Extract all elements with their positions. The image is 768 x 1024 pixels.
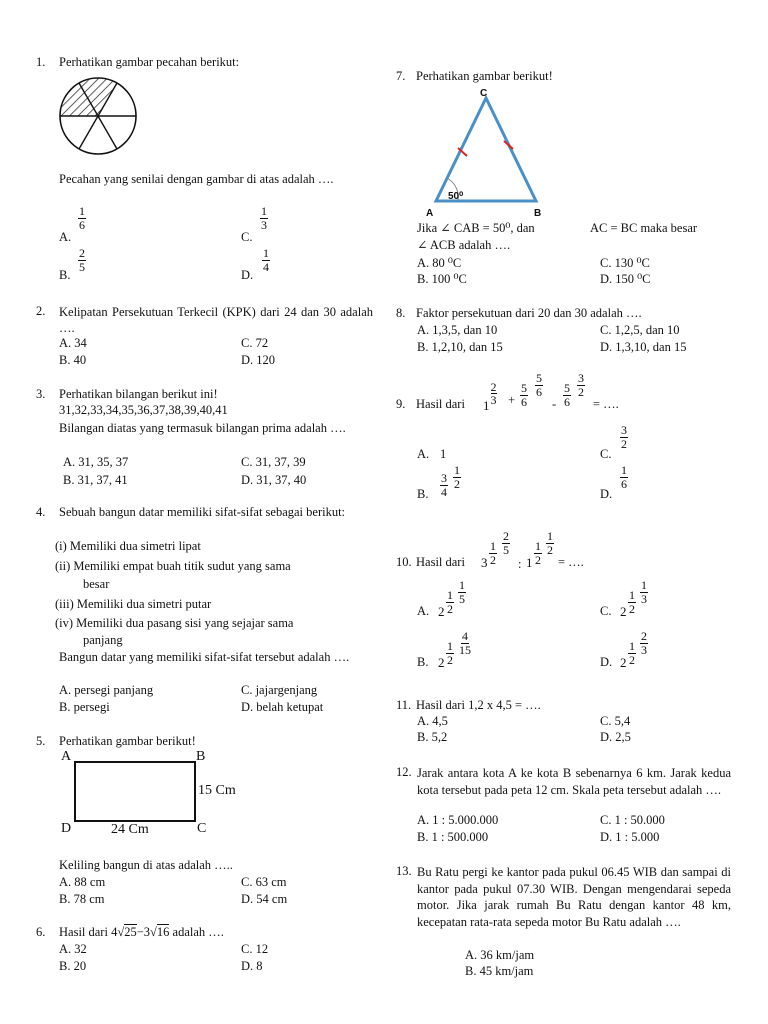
- q3-numbers: 31,32,33,34,35,36,37,38,39,40,41: [59, 403, 228, 417]
- q10-option-c-letter[interactable]: C.: [600, 604, 612, 618]
- q10-number: 10.: [396, 555, 412, 569]
- q12-stem: Jarak antara kota A ke kota B sebenarnya 6 km. Jarak kedua kota tersebut pada peta 12 cm. Skala peta tersebut adalah ….: [417, 766, 731, 797]
- q3-text: Bilangan diatas yang termasuk bilangan prima adalah ….: [59, 421, 346, 435]
- q9-option-d-letter[interactable]: D.: [600, 487, 613, 501]
- sqrt-icon: √: [117, 925, 125, 939]
- q9-term-3-lead: $\frac{5}{6}$: [564, 381, 570, 409]
- q1-text: Pecahan yang senilai dengan gambar di atas adalah ….: [59, 172, 334, 186]
- q4-item-2-cont: besar: [83, 577, 110, 591]
- q9-option-c-fraction[interactable]: $\frac{3}{2}$: [621, 423, 627, 451]
- q13-number: 13.: [396, 864, 412, 878]
- q9-option-b-lead[interactable]: $\frac{3}{4}$: [441, 471, 447, 499]
- q9-option-b-letter[interactable]: B.: [417, 487, 429, 501]
- q7-line1a: Jika ∠ CAB = 50⁰, dan: [417, 221, 535, 235]
- q7-line1b: AC = BC maka besar: [590, 221, 698, 235]
- q6-option-d[interactable]: D. 8: [241, 959, 263, 973]
- q5-number: 5.: [36, 734, 46, 748]
- q10-option-b-whole[interactable]: 2: [438, 655, 445, 670]
- q5-text: Keliling bangun di atas adalah …..: [59, 858, 233, 872]
- rect-vertex-a: A: [61, 749, 72, 764]
- q4-option-d[interactable]: D. belah ketupat: [241, 700, 324, 714]
- q10-option-c-fraction[interactable]: $\frac{1}{3}$: [641, 578, 647, 606]
- q10-option-a-whole[interactable]: 2: [438, 604, 445, 619]
- q3-number: 3.: [36, 387, 46, 401]
- q9-option-c-letter[interactable]: C.: [600, 447, 612, 461]
- q10-option-c-lead[interactable]: $\frac{1}{2}$: [629, 588, 635, 616]
- q12-option-d[interactable]: D. 1 : 5.000: [600, 830, 660, 844]
- q4-item-4: (iv) Memiliki dua pasang sisi yang sejajar sama: [55, 616, 294, 630]
- q10-option-a-lead[interactable]: $\frac{1}{2}$: [447, 588, 453, 616]
- q11-stem: Hasil dari 1,2 x 4,5 = ….: [416, 698, 541, 712]
- q6-option-c[interactable]: C. 12: [241, 942, 269, 956]
- q7-option-c[interactable]: C. 130 ⁰C: [600, 256, 650, 270]
- q12-option-c[interactable]: C. 1 : 50.000: [600, 813, 665, 827]
- q9-op-plus: +: [508, 393, 516, 407]
- q10-term-1-whole: 3: [481, 555, 488, 570]
- q10-end: = ….: [558, 555, 584, 569]
- q8-option-a[interactable]: A. 1,3,5, dan 10: [417, 323, 498, 337]
- q13-option-b[interactable]: B. 45 km/jam: [465, 964, 534, 978]
- q9-number: 9.: [396, 397, 406, 411]
- triangle-vertex-a: A: [426, 208, 434, 219]
- q9-end: = ….: [593, 397, 619, 411]
- q10-option-a-letter[interactable]: A.: [417, 604, 430, 618]
- q10-term-2-lead: $\frac{1}{2}$: [535, 539, 541, 567]
- q1-option-a-letter[interactable]: A.: [59, 230, 72, 244]
- q8-option-b[interactable]: B. 1,2,10, dan 15: [417, 340, 503, 354]
- q6-radicand-1: 25: [124, 925, 137, 939]
- q10-pre: Hasil dari: [416, 555, 465, 569]
- q11-option-a[interactable]: A. 4,5: [417, 714, 448, 728]
- q4-option-b[interactable]: B. persegi: [59, 700, 110, 714]
- q4-option-a[interactable]: A. persegi panjang: [59, 683, 154, 697]
- fraction-circle-figure: [58, 76, 138, 156]
- q7-option-a[interactable]: A. 80 ⁰C: [417, 256, 462, 270]
- q10-term-1-fraction: $\frac{2}{5}$: [503, 529, 509, 557]
- q2-option-b[interactable]: B. 40: [59, 353, 87, 367]
- q10-option-b-lead[interactable]: $\frac{1}{2}$: [447, 639, 453, 667]
- rect-vertex-b: B: [196, 749, 206, 764]
- q11-number: 11.: [396, 698, 412, 712]
- q4-option-c[interactable]: C. jajargenjang: [241, 683, 318, 697]
- q3-stem: Perhatikan bilangan berikut ini!: [59, 387, 218, 401]
- q3-option-a[interactable]: A. 31, 35, 37: [63, 455, 129, 469]
- q2-number: 2.: [36, 304, 46, 318]
- q4-stem: Sebuah bangun datar memiliki sifat-sifat sebagai berikut:: [59, 505, 346, 519]
- q1-number: 1.: [36, 55, 46, 69]
- q9-op-minus: -: [552, 397, 557, 411]
- q7-option-b[interactable]: B. 100 ⁰C: [417, 272, 467, 286]
- q7-line2: ∠ ACB adalah ….: [417, 238, 511, 252]
- q12-number: 12.: [396, 765, 412, 779]
- q6-number: 6.: [36, 925, 46, 939]
- q6-option-a[interactable]: A. 32: [59, 942, 87, 956]
- q6-option-b[interactable]: B. 20: [59, 959, 87, 973]
- q1-option-b-fraction[interactable]: $\frac{2}{5}$: [79, 246, 85, 274]
- q9-option-a-letter[interactable]: A.: [417, 447, 430, 461]
- q10-option-b-letter[interactable]: B.: [417, 655, 429, 669]
- q5-option-a[interactable]: A. 88 cm: [59, 875, 106, 889]
- q12-option-a[interactable]: A. 1 : 5.000.000: [417, 813, 499, 827]
- q9-term-1: 1 2 3: [483, 379, 497, 413]
- q13-option-a[interactable]: A. 36 km/jam: [465, 948, 535, 962]
- q2-option-a[interactable]: A. 34: [59, 336, 87, 350]
- q11-option-c[interactable]: C. 5,4: [600, 714, 631, 728]
- q8-number: 8.: [396, 306, 406, 320]
- q10-option-d-lead[interactable]: $\frac{1}{2}$: [629, 639, 635, 667]
- q11-option-b[interactable]: B. 5,2: [417, 730, 448, 744]
- q10-option-d-whole[interactable]: 2: [620, 655, 627, 670]
- q9-term-2-fraction: $\frac{5}{6}$: [536, 371, 542, 399]
- q1-option-c-letter[interactable]: C.: [241, 230, 253, 244]
- q10-term-2-whole: 1: [526, 555, 533, 570]
- triangle-vertex-c: C: [480, 88, 488, 99]
- q1-option-d-letter[interactable]: D.: [241, 268, 254, 282]
- q10-op-divide: :: [518, 557, 522, 571]
- q2-option-d[interactable]: D. 120: [241, 353, 276, 367]
- q5-stem: Perhatikan gambar berikut!: [59, 734, 196, 748]
- q4-text: Bangun datar yang memiliki sifat-sifat tersebut adalah ….: [59, 650, 350, 664]
- q9-option-d-fraction[interactable]: $\frac{1}{6}$: [621, 463, 627, 491]
- q3-option-d[interactable]: D. 31, 37, 40: [241, 473, 307, 487]
- q5-option-c[interactable]: C. 63 cm: [241, 875, 287, 889]
- rect-side-label: 15 Cm: [198, 783, 236, 798]
- q10-option-b-fraction[interactable]: $\frac{4}{15}$: [459, 629, 471, 657]
- q8-option-c[interactable]: C. 1,2,5, dan 10: [600, 323, 680, 337]
- q6-pre: Hasil dari 4: [59, 925, 118, 939]
- q2-option-c[interactable]: C. 72: [241, 336, 269, 350]
- q7-option-d[interactable]: D. 150 ⁰C: [600, 272, 651, 286]
- q5-option-b[interactable]: B. 78 cm: [59, 892, 105, 906]
- q6-mid: −3: [136, 925, 151, 939]
- q1-option-c-fraction[interactable]: $\frac{1}{3}$: [261, 204, 267, 232]
- q9-option-b-fraction[interactable]: $\frac{1}{2}$: [454, 463, 460, 491]
- rect-vertex-d: D: [61, 821, 72, 836]
- q4-item-4-cont: panjang: [83, 633, 123, 647]
- q1-stem: Perhatikan gambar pecahan berikut:: [59, 55, 240, 69]
- q3-option-b[interactable]: B. 31, 37, 41: [63, 473, 128, 487]
- q10-option-c-whole[interactable]: 2: [620, 604, 627, 619]
- q10-option-d-letter[interactable]: D.: [600, 655, 613, 669]
- q10-option-a-fraction[interactable]: $\frac{1}{5}$: [459, 578, 465, 606]
- rect-vertex-c: C: [197, 821, 207, 836]
- q3-option-c[interactable]: C. 31, 37, 39: [241, 455, 306, 469]
- triangle-vertex-b: B: [534, 208, 542, 219]
- q10-term-1-lead: $\frac{1}{2}$: [490, 539, 496, 567]
- q1-option-a-fraction[interactable]: $\frac{1}{6}$: [79, 204, 85, 232]
- q10-term-2-fraction: $\frac{1}{2}$: [547, 529, 553, 557]
- q9-option-a-value[interactable]: 1: [440, 447, 447, 461]
- q4-item-1: (i) Memiliki dua simetri lipat: [55, 539, 201, 553]
- q4-item-2: (ii) Memiliki empat buah titik sudut yang sama: [55, 559, 291, 573]
- q9-pre: Hasil dari: [416, 397, 465, 411]
- q6-post: adalah ….: [169, 925, 224, 939]
- q7-stem: Perhatikan gambar berikut!: [416, 69, 553, 83]
- q9-term-2-lead: $\frac{5}{6}$: [521, 381, 527, 409]
- q4-number: 4.: [36, 505, 46, 519]
- q8-stem: Faktor persekutuan dari 20 dan 30 adalah ….: [416, 306, 642, 320]
- q6-stem: [59, 925, 224, 940]
- q13-stem: Bu Ratu pergi ke kantor pada pukul 06.45 WIB dan sampai di kantor pada pukul 07.30 WIB. Dengan mengendarai sepeda motor. Jika jarak rumah Bu Ratu dengan kantor 48 km, kecepatan rata-rata sepeda motor Bu Ratu adalah ….: [417, 865, 731, 929]
- q6-radicand-2: 16: [156, 925, 170, 939]
- q5-option-d[interactable]: D. 54 cm: [241, 892, 288, 906]
- q2-stem: Kelipatan Persekutuan Terkecil (KPK) dari 24 dan 30 adalah ….: [59, 305, 373, 335]
- rect-bottom-label: 24 Cm: [111, 822, 149, 837]
- q10-option-d-fraction[interactable]: $\frac{2}{3}$: [641, 629, 647, 657]
- sqrt-icon: √: [150, 925, 157, 939]
- q1-option-d-fraction[interactable]: $\frac{1}{4}$: [263, 246, 269, 274]
- triangle-angle-label: 50⁰: [448, 191, 464, 202]
- q9-term-3-fraction: $\frac{3}{2}$: [578, 371, 584, 399]
- q4-item-3: (iii) Memiliki dua simetri putar: [55, 597, 212, 611]
- q11-option-d[interactable]: D. 2,5: [600, 730, 631, 744]
- q7-number: 7.: [396, 69, 406, 83]
- q12-option-b[interactable]: B. 1 : 500.000: [417, 830, 489, 844]
- rectangle-figure: [74, 761, 196, 822]
- q1-option-b-letter[interactable]: B.: [59, 268, 71, 282]
- q8-option-d[interactable]: D. 1,3,10, dan 15: [600, 340, 687, 354]
